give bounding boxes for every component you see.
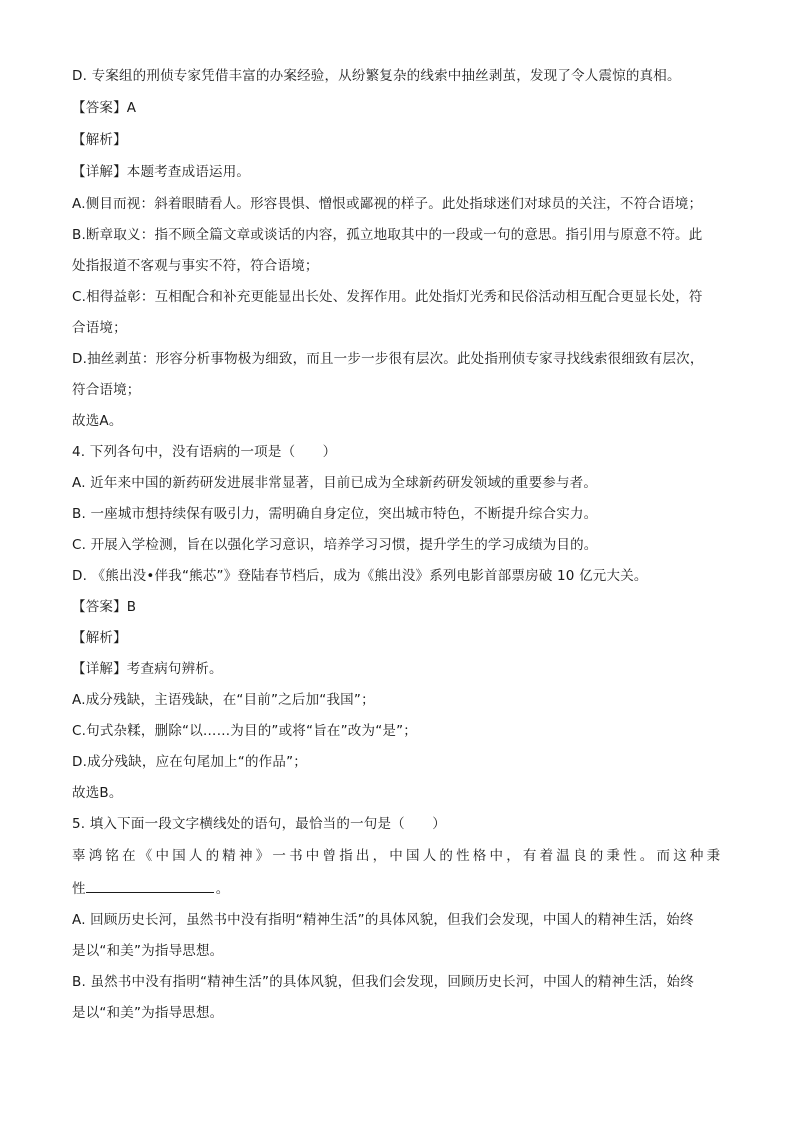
question-5-stem: 5. 填入下面一段文字横线处的语句，最恰当的一句是（ ）: [72, 816, 446, 832]
question-5-option-b-line2: 是以“和美”为指导思想。: [72, 1005, 224, 1021]
question-4-stem: 4. 下列各句中，没有语病的一项是（ ）: [72, 444, 337, 460]
explanation-c-q3-line2: 合语境；: [72, 320, 127, 336]
question-5-passage-line2: [72, 878, 732, 899]
detail-heading-q4: 【详解】考查病句辨析。: [72, 661, 223, 677]
answer-label-q4: 【答案】B: [72, 599, 137, 615]
explanation-d-q4: D.成分残缺，应在句尾加上“的作品”；: [72, 754, 307, 770]
question-5-option-b-line1: B. 虽然书中没有指明“精神生活”的具体风貌，但我们会发现，回顾历史长河，中国人的精神生活，始终: [72, 974, 694, 990]
question-5-passage-line1: 辜鸿铭在《中国人的精神》一书中曾指出，中国人的性格中，有着温良的秉性。而这种秉: [72, 848, 724, 864]
answer-label-q3: 【答案】A: [72, 100, 137, 116]
explanation-d-q3-line1: D.抽丝剥茧：形容分析事物极为细致，而且一步一步很有层次。此处指刑侦专家寻找线索很细致有层次，: [72, 351, 704, 367]
explanation-b-q3-line1: B.断章取义：指不顾全篇文章或谈话的内容，孤立地取其中的一段或一句的意思。指引用与原意不符。此: [72, 227, 703, 243]
question-5-option-a-line1: A. 回顾历史长河，虽然书中没有指明“精神生活”的具体风貌，但我们会发现，中国人的精神生活，始终: [72, 912, 694, 928]
explanation-a-q3: A.侧目而视：斜着眼睛看人。形容畏惧、憎恨或鄙视的样子。此处指球迷们对球员的关注，不符合语境；: [72, 196, 703, 212]
analysis-label-q3: 【解析】: [72, 132, 127, 148]
explanation-c-q4: C.句式杂糅，删除“以……为目的”或将“旨在”改为“是”；: [72, 723, 417, 739]
explanation-b-q3-line2: 处指报道不客观与事实不符，符合语境；: [72, 258, 319, 274]
question-4-option-b: B. 一座城市想持续保有吸引力，需明确自身定位，突出城市特色，不断提升综合实力。: [72, 506, 598, 522]
question-4-option-d: D. 《熊出没•伴我“熊芯”》登陆春节档后，成为《熊出没》系列电影首部票房破 10 亿元大关。: [72, 568, 648, 584]
detail-heading-q3: 【详解】本题考查成语运用。: [72, 164, 251, 180]
question-4-option-a: A. 近年来中国的新药研发进展非常显著，目前已成为全球新药研发领域的重要参与者。: [72, 475, 598, 491]
explanation-d-q3-line2: 符合语境；: [72, 382, 141, 398]
passage-fragment: 性: [72, 881, 86, 897]
explanation-c-q3-line1: C.相得益彰：互相配合和补充更能显出长处、发挥作用。此处指灯光秀和民俗活动相互配合更显长处，符: [72, 289, 703, 305]
conclusion-q4: 故选B。: [72, 785, 123, 801]
explanation-a-q4: A.成分残缺，主语残缺，在“目前”之后加“我国”；: [72, 692, 375, 708]
question-4-option-c: C. 开展入学检测，旨在以强化学习意识，培养学习习惯，提升学生的学习成绩为目的。: [72, 537, 598, 553]
option-d-q3: D. 专案组的刑侦专家凭借丰富的办案经验，从纷繁复杂的线索中抽丝剥茧，发现了令人震惊的真相。: [72, 68, 681, 84]
conclusion-q3: 故选A。: [72, 413, 123, 429]
fill-in-blank: [86, 878, 214, 893]
question-5-option-a-line2: 是以“和美”为指导思想。: [72, 943, 224, 959]
passage-end-punctuation: 。: [215, 881, 230, 897]
analysis-label-q4: 【解析】: [72, 630, 127, 646]
